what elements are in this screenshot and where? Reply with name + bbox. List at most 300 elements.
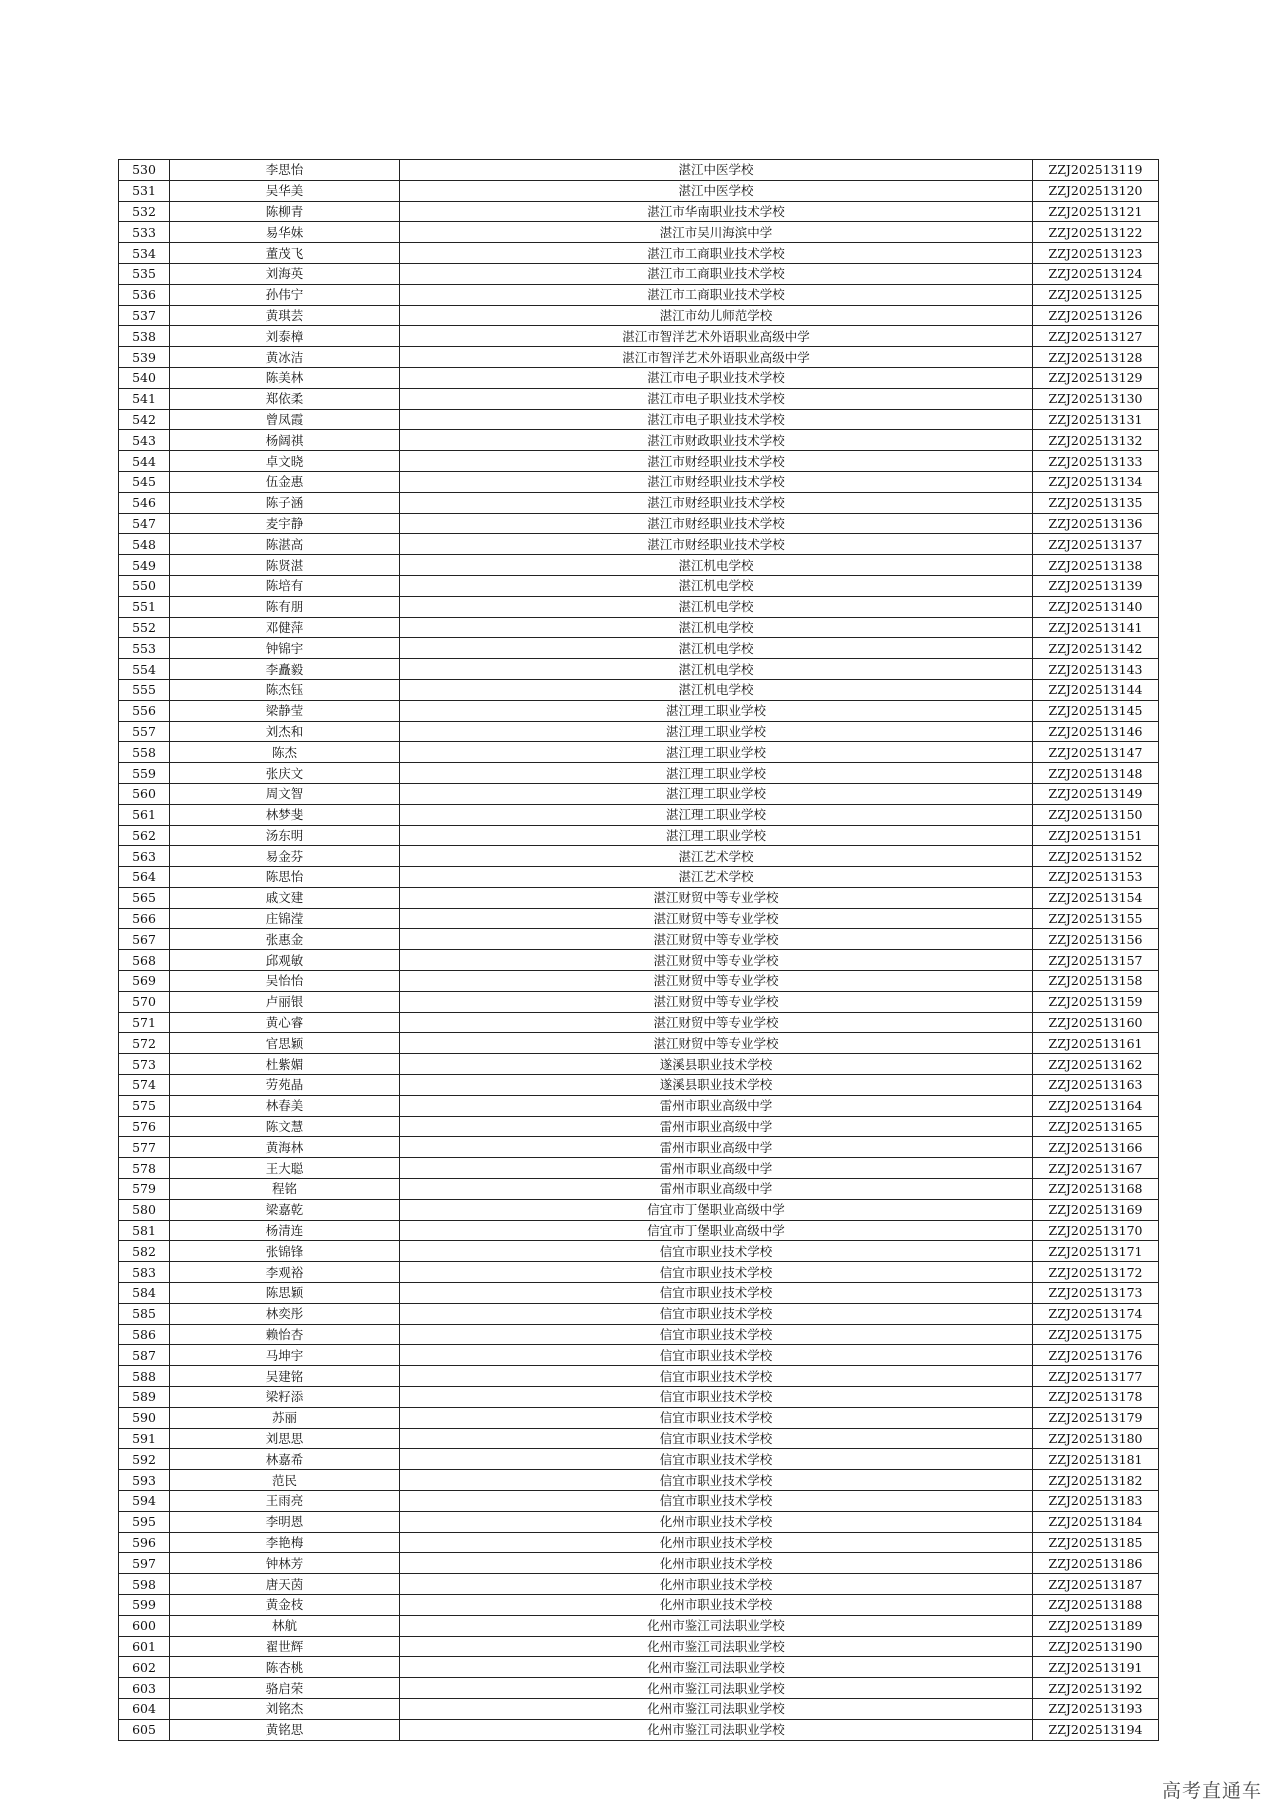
student-name: 范民: [170, 1470, 400, 1491]
row-number: 562: [119, 825, 170, 846]
school-name: 湛江市电子职业技术学校: [400, 409, 1033, 430]
school-name: 湛江理工职业学校: [400, 825, 1033, 846]
certificate-id: ZZJ202513132: [1033, 430, 1159, 451]
row-number: 601: [119, 1636, 170, 1657]
roster-table: [118, 159, 1159, 1741]
school-name: 信宜市职业技术学校: [400, 1387, 1033, 1408]
row-number: 578: [119, 1158, 170, 1179]
table-row: [119, 867, 1159, 888]
row-number: 604: [119, 1698, 170, 1719]
table-row: [119, 430, 1159, 451]
school-name: 湛江中医学校: [400, 180, 1033, 201]
row-number: 536: [119, 284, 170, 305]
certificate-id: ZZJ202513161: [1033, 1033, 1159, 1054]
certificate-id: ZZJ202513159: [1033, 991, 1159, 1012]
student-name: 张惠金: [170, 929, 400, 950]
student-name: 骆启荣: [170, 1678, 400, 1699]
student-name: 杜紫媚: [170, 1054, 400, 1075]
row-number: 567: [119, 929, 170, 950]
table-row: [119, 721, 1159, 742]
student-name: 陈子涵: [170, 492, 400, 513]
row-number: 591: [119, 1428, 170, 1449]
certificate-id: ZZJ202513130: [1033, 388, 1159, 409]
certificate-id: ZZJ202513145: [1033, 700, 1159, 721]
school-name: 湛江市电子职业技术学校: [400, 388, 1033, 409]
school-name: 湛江市财经职业技术学校: [400, 471, 1033, 492]
certificate-id: ZZJ202513135: [1033, 492, 1159, 513]
student-name: 孙伟宁: [170, 284, 400, 305]
table-row: [119, 1303, 1159, 1324]
student-name: 陈美林: [170, 367, 400, 388]
certificate-id: ZZJ202513164: [1033, 1095, 1159, 1116]
table-row: [119, 1033, 1159, 1054]
row-number: 566: [119, 908, 170, 929]
table-row: [119, 1012, 1159, 1033]
student-name: 杨阔祺: [170, 430, 400, 451]
school-name: 湛江市工商职业技术学校: [400, 284, 1033, 305]
school-name: 湛江市财政职业技术学校: [400, 430, 1033, 451]
table-row: [119, 160, 1159, 181]
student-name: 吴怡怡: [170, 971, 400, 992]
table-row: [119, 1137, 1159, 1158]
table-row: [119, 679, 1159, 700]
student-name: 陈柳青: [170, 201, 400, 222]
student-name: 陈培有: [170, 575, 400, 596]
student-name: 麦宇静: [170, 513, 400, 534]
school-name: 信宜市职业技术学校: [400, 1283, 1033, 1304]
student-name: 杨清连: [170, 1220, 400, 1241]
certificate-id: ZZJ202513139: [1033, 575, 1159, 596]
student-name: 程铭: [170, 1179, 400, 1200]
certificate-id: ZZJ202513152: [1033, 846, 1159, 867]
table-row: [119, 1532, 1159, 1553]
table-row: [119, 367, 1159, 388]
student-name: 陈思怡: [170, 867, 400, 888]
school-name: 湛江市财经职业技术学校: [400, 534, 1033, 555]
table-row: [119, 950, 1159, 971]
school-name: 湛江理工职业学校: [400, 783, 1033, 804]
table-row: [119, 1179, 1159, 1200]
student-name: 陈贤湛: [170, 555, 400, 576]
row-number: 548: [119, 534, 170, 555]
row-number: 553: [119, 638, 170, 659]
table-row: [119, 929, 1159, 950]
row-number: 563: [119, 846, 170, 867]
row-number: 575: [119, 1095, 170, 1116]
certificate-id: ZZJ202513141: [1033, 617, 1159, 638]
school-name: 信宜市职业技术学校: [400, 1241, 1033, 1262]
school-name: 湛江机电学校: [400, 575, 1033, 596]
row-number: 592: [119, 1449, 170, 1470]
table-row: [119, 1698, 1159, 1719]
student-name: 赖怡杏: [170, 1324, 400, 1345]
table-row: [119, 201, 1159, 222]
student-name: 汤东明: [170, 825, 400, 846]
table-row: [119, 1158, 1159, 1179]
table-row: [119, 1095, 1159, 1116]
student-name: 林航: [170, 1615, 400, 1636]
student-name: 苏丽: [170, 1407, 400, 1428]
school-name: 湛江市智洋艺术外语职业高级中学: [400, 326, 1033, 347]
school-name: 湛江财贸中等专业学校: [400, 950, 1033, 971]
school-name: 雷州市职业高级中学: [400, 1095, 1033, 1116]
school-name: 湛江市财经职业技术学校: [400, 451, 1033, 472]
student-name: 林奕彤: [170, 1303, 400, 1324]
school-name: 湛江艺术学校: [400, 867, 1033, 888]
row-number: 558: [119, 742, 170, 763]
table-row: [119, 513, 1159, 534]
table-row: [119, 492, 1159, 513]
student-name: 劳苑晶: [170, 1075, 400, 1096]
school-name: 化州市职业技术学校: [400, 1594, 1033, 1615]
student-name: 易金芬: [170, 846, 400, 867]
certificate-id: ZZJ202513189: [1033, 1615, 1159, 1636]
school-name: 湛江财贸中等专业学校: [400, 1033, 1033, 1054]
table-row: [119, 846, 1159, 867]
student-name: 刘铭杰: [170, 1698, 400, 1719]
school-name: 湛江财贸中等专业学校: [400, 929, 1033, 950]
table-row: [119, 263, 1159, 284]
row-number: 597: [119, 1553, 170, 1574]
certificate-id: ZZJ202513170: [1033, 1220, 1159, 1241]
certificate-id: ZZJ202513151: [1033, 825, 1159, 846]
school-name: 信宜市职业技术学校: [400, 1366, 1033, 1387]
certificate-id: ZZJ202513155: [1033, 908, 1159, 929]
student-name: 黄琪芸: [170, 305, 400, 326]
table-row: [119, 451, 1159, 472]
watermark-text: 高考直通车: [1161, 1780, 1262, 1802]
certificate-id: ZZJ202513148: [1033, 763, 1159, 784]
school-name: 化州市鉴江司法职业学校: [400, 1678, 1033, 1699]
row-number: 598: [119, 1574, 170, 1595]
certificate-id: ZZJ202513185: [1033, 1532, 1159, 1553]
school-name: 湛江机电学校: [400, 638, 1033, 659]
row-number: 596: [119, 1532, 170, 1553]
school-name: 湛江机电学校: [400, 555, 1033, 576]
student-name: 卢丽银: [170, 991, 400, 1012]
table-row: [119, 638, 1159, 659]
row-number: 577: [119, 1137, 170, 1158]
row-number: 586: [119, 1324, 170, 1345]
row-number: 594: [119, 1491, 170, 1512]
certificate-id: ZZJ202513194: [1033, 1719, 1159, 1740]
certificate-id: ZZJ202513176: [1033, 1345, 1159, 1366]
certificate-id: ZZJ202513175: [1033, 1324, 1159, 1345]
row-number: 557: [119, 721, 170, 742]
certificate-id: ZZJ202513150: [1033, 804, 1159, 825]
table-row: [119, 1054, 1159, 1075]
certificate-id: ZZJ202513184: [1033, 1511, 1159, 1532]
certificate-id: ZZJ202513174: [1033, 1303, 1159, 1324]
certificate-id: ZZJ202513183: [1033, 1491, 1159, 1512]
table-row: [119, 1428, 1159, 1449]
school-name: 化州市鉴江司法职业学校: [400, 1719, 1033, 1740]
row-number: 560: [119, 783, 170, 804]
certificate-id: ZZJ202513177: [1033, 1366, 1159, 1387]
school-name: 湛江市幼儿师范学校: [400, 305, 1033, 326]
student-name: 黄冰洁: [170, 347, 400, 368]
school-name: 雷州市职业高级中学: [400, 1116, 1033, 1137]
school-name: 化州市职业技术学校: [400, 1511, 1033, 1532]
row-number: 531: [119, 180, 170, 201]
table-row: [119, 284, 1159, 305]
school-name: 信宜市丁堡职业高级中学: [400, 1220, 1033, 1241]
table-row: [119, 1220, 1159, 1241]
row-number: 534: [119, 243, 170, 264]
table-row: [119, 471, 1159, 492]
row-number: 585: [119, 1303, 170, 1324]
school-name: 信宜市职业技术学校: [400, 1428, 1033, 1449]
student-name: 王雨亮: [170, 1491, 400, 1512]
certificate-id: ZZJ202513147: [1033, 742, 1159, 763]
table-row: [119, 1366, 1159, 1387]
certificate-id: ZZJ202513190: [1033, 1636, 1159, 1657]
school-name: 遂溪县职业技术学校: [400, 1075, 1033, 1096]
table-row: [119, 555, 1159, 576]
table-row: [119, 1199, 1159, 1220]
student-name: 王大聪: [170, 1158, 400, 1179]
school-name: 化州市鉴江司法职业学校: [400, 1657, 1033, 1678]
student-name: 黄心睿: [170, 1012, 400, 1033]
student-name: 伍金惠: [170, 471, 400, 492]
student-name: 郑依柔: [170, 388, 400, 409]
row-number: 600: [119, 1615, 170, 1636]
certificate-id: ZZJ202513134: [1033, 471, 1159, 492]
table-row: [119, 971, 1159, 992]
certificate-id: ZZJ202513178: [1033, 1387, 1159, 1408]
row-number: 574: [119, 1075, 170, 1096]
certificate-id: ZZJ202513171: [1033, 1241, 1159, 1262]
certificate-id: ZZJ202513158: [1033, 971, 1159, 992]
table-row: [119, 1387, 1159, 1408]
table-row: [119, 1116, 1159, 1137]
row-number: 593: [119, 1470, 170, 1491]
row-number: 533: [119, 222, 170, 243]
table-row: [119, 991, 1159, 1012]
table-row: [119, 1449, 1159, 1470]
school-name: 雷州市职业高级中学: [400, 1137, 1033, 1158]
certificate-id: ZZJ202513156: [1033, 929, 1159, 950]
school-name: 化州市职业技术学校: [400, 1553, 1033, 1574]
row-number: 537: [119, 305, 170, 326]
student-name: 邓健萍: [170, 617, 400, 638]
row-number: 582: [119, 1241, 170, 1262]
row-number: 543: [119, 430, 170, 451]
student-name: 林嘉希: [170, 1449, 400, 1470]
row-number: 568: [119, 950, 170, 971]
row-number: 545: [119, 471, 170, 492]
certificate-id: ZZJ202513157: [1033, 950, 1159, 971]
school-name: 化州市职业技术学校: [400, 1532, 1033, 1553]
table-row: [119, 1345, 1159, 1366]
student-name: 马坤宇: [170, 1345, 400, 1366]
certificate-id: ZZJ202513144: [1033, 679, 1159, 700]
row-number: 599: [119, 1594, 170, 1615]
row-number: 540: [119, 367, 170, 388]
school-name: 湛江理工职业学校: [400, 763, 1033, 784]
school-name: 湛江机电学校: [400, 659, 1033, 680]
row-number: 589: [119, 1387, 170, 1408]
table-row: [119, 1678, 1159, 1699]
certificate-id: ZZJ202513146: [1033, 721, 1159, 742]
certificate-id: ZZJ202513129: [1033, 367, 1159, 388]
certificate-id: ZZJ202513187: [1033, 1574, 1159, 1595]
school-name: 湛江财贸中等专业学校: [400, 971, 1033, 992]
school-name: 湛江艺术学校: [400, 846, 1033, 867]
row-number: 573: [119, 1054, 170, 1075]
student-name: 钟锦宇: [170, 638, 400, 659]
row-number: 587: [119, 1345, 170, 1366]
student-name: 唐天茵: [170, 1574, 400, 1595]
certificate-id: ZZJ202513193: [1033, 1698, 1159, 1719]
certificate-id: ZZJ202513119: [1033, 160, 1159, 181]
student-name: 陈杰钰: [170, 679, 400, 700]
student-name: 李艳梅: [170, 1532, 400, 1553]
table-row: [119, 908, 1159, 929]
student-name: 易华妹: [170, 222, 400, 243]
certificate-id: ZZJ202513173: [1033, 1283, 1159, 1304]
student-name: 钟林芳: [170, 1553, 400, 1574]
row-number: 539: [119, 347, 170, 368]
student-name: 戚文建: [170, 887, 400, 908]
row-number: 552: [119, 617, 170, 638]
table-row: [119, 1636, 1159, 1657]
certificate-id: ZZJ202513140: [1033, 596, 1159, 617]
table-row: [119, 243, 1159, 264]
school-name: 湛江财贸中等专业学校: [400, 887, 1033, 908]
student-name: 庄锦滢: [170, 908, 400, 929]
school-name: 化州市鉴江司法职业学校: [400, 1698, 1033, 1719]
school-name: 遂溪县职业技术学校: [400, 1054, 1033, 1075]
table-row: [119, 804, 1159, 825]
table-row: [119, 763, 1159, 784]
school-name: 信宜市丁堡职业高级中学: [400, 1199, 1033, 1220]
certificate-id: ZZJ202513122: [1033, 222, 1159, 243]
row-number: 546: [119, 492, 170, 513]
row-number: 549: [119, 555, 170, 576]
row-number: 561: [119, 804, 170, 825]
student-name: 张锦锋: [170, 1241, 400, 1262]
table-row: [119, 1241, 1159, 1262]
school-name: 湛江市电子职业技术学校: [400, 367, 1033, 388]
row-number: 570: [119, 991, 170, 1012]
table-row: [119, 825, 1159, 846]
student-name: 刘海英: [170, 263, 400, 284]
row-number: 554: [119, 659, 170, 680]
table-row: [119, 1470, 1159, 1491]
row-number: 588: [119, 1366, 170, 1387]
school-name: 湛江理工职业学校: [400, 742, 1033, 763]
table-row: [119, 326, 1159, 347]
school-name: 湛江中医学校: [400, 160, 1033, 181]
student-name: 梁静莹: [170, 700, 400, 721]
school-name: 信宜市职业技术学校: [400, 1324, 1033, 1345]
table-row: [119, 534, 1159, 555]
school-name: 化州市鉴江司法职业学校: [400, 1636, 1033, 1657]
certificate-id: ZZJ202513179: [1033, 1407, 1159, 1428]
student-name: 陈杰: [170, 742, 400, 763]
table-row: [119, 180, 1159, 201]
student-name: 梁籽添: [170, 1387, 400, 1408]
table-row: [119, 1407, 1159, 1428]
certificate-id: ZZJ202513167: [1033, 1158, 1159, 1179]
row-number: 556: [119, 700, 170, 721]
table-row: [119, 1615, 1159, 1636]
student-name: 陈思颖: [170, 1283, 400, 1304]
school-name: 信宜市职业技术学校: [400, 1449, 1033, 1470]
row-number: 542: [119, 409, 170, 430]
certificate-id: ZZJ202513188: [1033, 1594, 1159, 1615]
student-name: 陈文慧: [170, 1116, 400, 1137]
table-row: [119, 700, 1159, 721]
row-number: 576: [119, 1116, 170, 1137]
row-number: 530: [119, 160, 170, 181]
certificate-id: ZZJ202513136: [1033, 513, 1159, 534]
table-row: [119, 887, 1159, 908]
school-name: 湛江财贸中等专业学校: [400, 991, 1033, 1012]
school-name: 雷州市职业高级中学: [400, 1158, 1033, 1179]
certificate-id: ZZJ202513137: [1033, 534, 1159, 555]
school-name: 湛江市工商职业技术学校: [400, 263, 1033, 284]
certificate-id: ZZJ202513121: [1033, 201, 1159, 222]
table-row: [119, 742, 1159, 763]
student-name: 梁嘉乾: [170, 1199, 400, 1220]
student-name: 吴建铭: [170, 1366, 400, 1387]
table-row: [119, 1574, 1159, 1595]
certificate-id: ZZJ202513142: [1033, 638, 1159, 659]
school-name: 湛江市华南职业技术学校: [400, 201, 1033, 222]
certificate-id: ZZJ202513125: [1033, 284, 1159, 305]
table-row: [119, 1511, 1159, 1532]
row-number: 590: [119, 1407, 170, 1428]
student-name: 黄海林: [170, 1137, 400, 1158]
student-name: 刘泰樟: [170, 326, 400, 347]
certificate-id: ZZJ202513168: [1033, 1179, 1159, 1200]
row-number: 532: [119, 201, 170, 222]
school-name: 信宜市职业技术学校: [400, 1345, 1033, 1366]
row-number: 565: [119, 887, 170, 908]
row-number: 579: [119, 1179, 170, 1200]
row-number: 555: [119, 679, 170, 700]
certificate-id: ZZJ202513191: [1033, 1657, 1159, 1678]
certificate-id: ZZJ202513182: [1033, 1470, 1159, 1491]
student-name: 曾凤霞: [170, 409, 400, 430]
table-row: [119, 1657, 1159, 1678]
student-name: 周文智: [170, 783, 400, 804]
table-row: [119, 1553, 1159, 1574]
student-name: 陈杏桃: [170, 1657, 400, 1678]
table-row: [119, 1075, 1159, 1096]
certificate-id: ZZJ202513166: [1033, 1137, 1159, 1158]
school-name: 信宜市职业技术学校: [400, 1262, 1033, 1283]
certificate-id: ZZJ202513154: [1033, 887, 1159, 908]
row-number: 603: [119, 1678, 170, 1699]
row-number: 581: [119, 1220, 170, 1241]
student-name: 黄金枝: [170, 1594, 400, 1615]
certificate-id: ZZJ202513128: [1033, 347, 1159, 368]
school-name: 化州市鉴江司法职业学校: [400, 1615, 1033, 1636]
certificate-id: ZZJ202513138: [1033, 555, 1159, 576]
row-number: 583: [119, 1262, 170, 1283]
school-name: 湛江理工职业学校: [400, 721, 1033, 742]
school-name: 湛江市财经职业技术学校: [400, 492, 1033, 513]
table-row: [119, 1594, 1159, 1615]
row-number: 569: [119, 971, 170, 992]
table-row: [119, 347, 1159, 368]
row-number: 584: [119, 1283, 170, 1304]
student-name: 董茂飞: [170, 243, 400, 264]
student-name: 刘思思: [170, 1428, 400, 1449]
